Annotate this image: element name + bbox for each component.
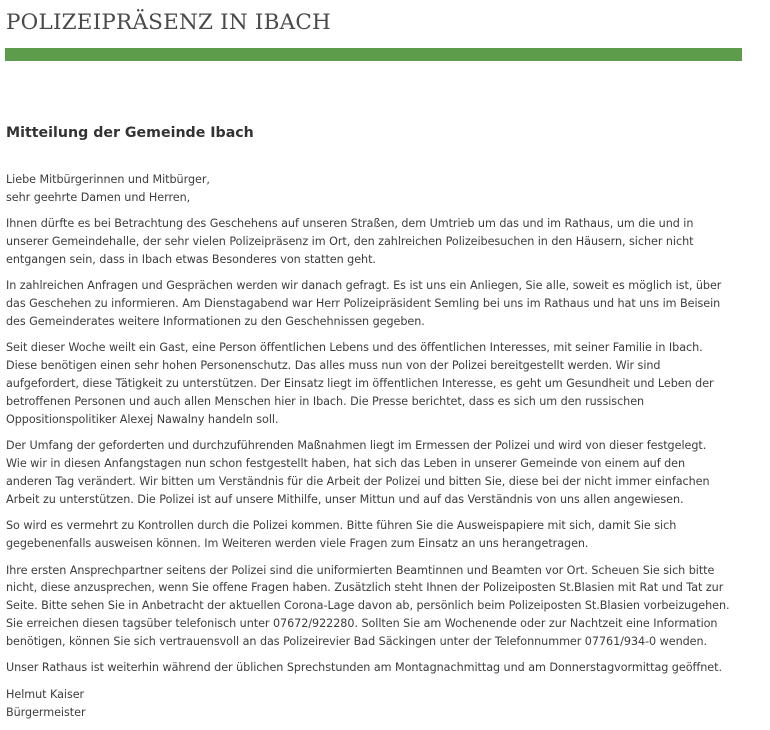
paragraph [6, 562, 740, 652]
text-line: Arbeit zu unterstützen. Die Polizei ist auf unsere Mithilfe, unser Mittun und auf das Verständnis von uns allen angewiesen. [6, 493, 684, 507]
paragraph [6, 437, 740, 509]
paragraph-salutation [6, 171, 740, 207]
signature [6, 686, 740, 722]
text-line: Ihre ersten Ansprechpartner seitens der Polizei sind die uniformierten Beamtinnen und Beamten vor Ort. Scheuen Sie sich bitte [6, 563, 715, 577]
text-line: In zahlreichen Anfragen und Gesprächen werden wir danach gefragt. Es ist uns ein Anliegen, Sie alle, soweit es möglich ist, über [6, 279, 722, 293]
paragraph [6, 215, 740, 269]
text-line: entgangen sein, dass in Ibach etwas Besonderes von statten geht. [6, 253, 376, 267]
text-line: Unser Rathaus ist weiterhin während der üblichen Sprechstunden am Montagnachmittag und am Donnerstagvormittag geöffnet. [6, 661, 722, 675]
text-line: Liebe Mitbürgerinnen und Mitbürger, [6, 173, 210, 186]
text-line: Oppositionspolitiker Alexej Nawalny handeln soll. [6, 413, 279, 427]
text-line: Seite. Bitte sehen Sie in Anbetracht der aktuellen Corona-Lage davon ab, persönlich beim Polizeiposten St.Blasien vorbeizugehen. [6, 599, 730, 613]
text-line: Sie erreichen diesen tagsüber telefonisch unter 07672/922280. Sollten Sie am Wochenende oder zur Nachtzeit eine Information [6, 617, 718, 631]
text-line: das Geschehen zu informieren. Am Dienstagabend war Herr Polizeipräsident Semling bei uns im Rathaus und hat uns im Beisein [6, 297, 721, 311]
title-accent-bar [5, 48, 742, 61]
paragraph [6, 659, 740, 677]
text-line: anderen Tag verändert. Wir bitten um Verständnis für die Arbeit der Polizei und bitten Sie, diese bei der nicht immer einfachen [6, 475, 710, 489]
text-line: gegebenenfalls ausweisen können. Im Weiteren werden viele Fragen zum Einsatz an uns herangetragen. [6, 537, 589, 551]
text-line: unserer Gemeindehalle, der sehr vielen Polizeipräsenz im Ort, den zahlreichen Polizeibesuchen in den Häusern, sicher nicht [6, 235, 694, 249]
text-line: Wie wir in diesen Anfangstagen nun schon festgestellt haben, hat sich das Leben in unserer Gemeinde von einem auf den [6, 457, 686, 471]
text-line: Ihnen dürfte es bei Betrachtung des Geschehens auf unseren Straßen, dem Umtrieb um das und im Rathaus, um die und in [6, 217, 694, 231]
text-line: betroffenen Personen und auch allen Menschen hier in Ibach. Die Presse berichtet, dass es sich um den russischen [6, 395, 645, 409]
paragraph [6, 277, 740, 331]
text-line: benötigen, können Sie sich vertrauensvoll an das Polizeirevier Bad Säckingen unter der Telefonnummer 07761/934-0 wenden. [6, 635, 708, 649]
article-heading: Mitteilung der Gemeinde Ibach [6, 125, 254, 141]
text-line: Seit dieser Woche weilt ein Gast, eine Person öffentlichen Lebens und des öffentlichen Interesses, mit seiner Familie in Ibach. [6, 341, 703, 355]
text-line: aufgefordert, diese Tätigkeit zu unterstützen. Der Einsatz liegt im öffentlichen Interesse, es geht um Gesundheit und Leben der [6, 377, 714, 391]
text-line: sehr geehrte Damen und Herren, [6, 190, 191, 204]
text-line: Der Umfang der geforderten und durchzuführenden Maßnahmen liegt im Ermessen der Polizei und wird von dieser festgelegt. [6, 439, 707, 453]
signature-role: Bürgermeister [6, 705, 86, 719]
text-line: So wird es vermehrt zu Kontrollen durch die Polizei kommen. Bitte führen Sie die Ausweispapiere mit sich, damit Sie sich [6, 519, 677, 533]
text-line: des Gemeinderates weitere Informationen zu den Geschehnissen gegeben. [6, 315, 425, 329]
paragraph [6, 339, 740, 429]
text-line: Diese benötigen einen sehr hohen Personenschutz. Das alles muss nun von der Polizei bereitgestellt werden. Wir sind [6, 359, 661, 373]
article-body [6, 171, 740, 730]
signature-name: Helmut Kaiser [6, 687, 85, 701]
paragraph [6, 517, 740, 553]
text-line: nicht, diese anzusprechen, wenn Sie offene Fragen haben. Zusätzlich steht Ihnen der Polizeiposten St.Blasien mit Rat und Tat zur [6, 581, 724, 595]
page-title: POLIZEIPRÄSENZ IN IBACH [6, 10, 331, 35]
